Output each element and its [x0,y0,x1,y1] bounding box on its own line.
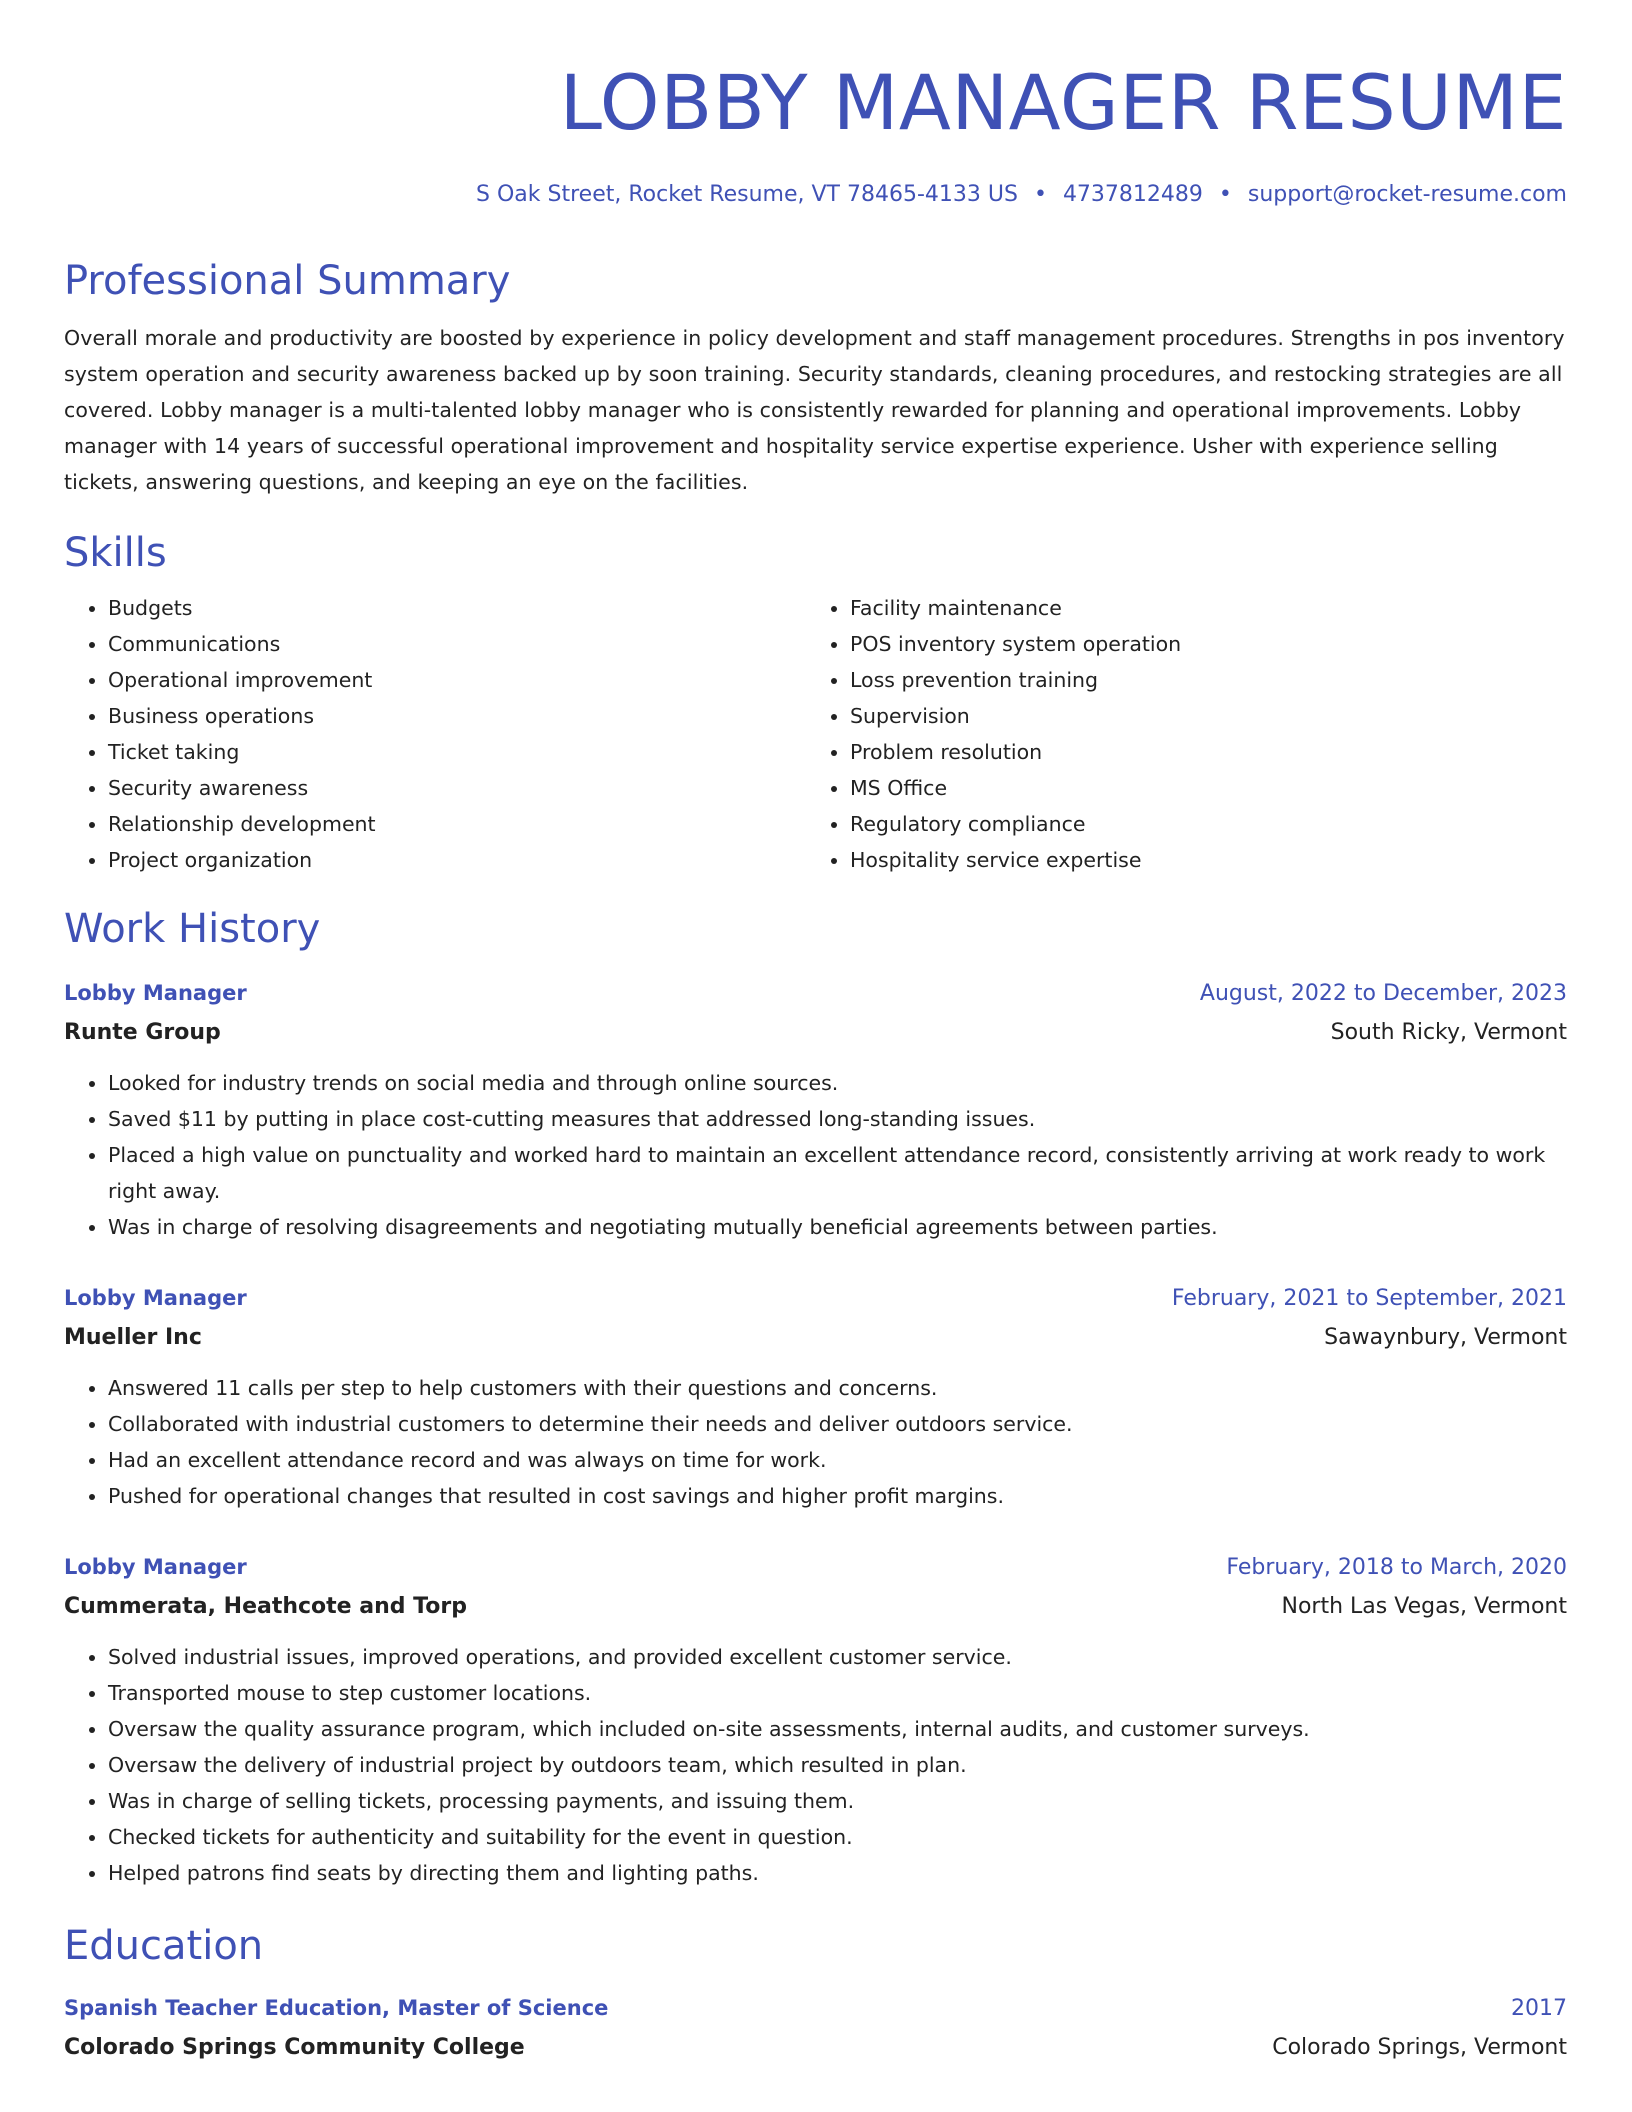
resume-page [64,0,1567,2068]
job-bullet: • Answered 11 calls per step to help customers with their questions and concerns. [108,1370,1567,1406]
skills-heading: Skills [64,530,167,576]
job-dates: February, 2018 to March, 2020 [1226,1555,1567,1580]
job-company: Cummerata, Heathcote and Torp [64,1594,467,1619]
job-entry [64,1548,1567,1891]
work-history-heading: Work History [64,906,321,952]
skill-item: • Hospitality service expertise [850,842,1548,878]
job-bullets [64,1639,1567,1891]
education-school: Colorado Springs Community College [64,2035,525,2060]
job-location: Sawaynbury, Vermont [1324,1325,1567,1350]
skill-item: • Project organization [108,842,806,878]
job-company-row [64,1587,1567,1627]
skill-item: • Security awareness [108,770,806,806]
separator-dot: • [1218,182,1232,207]
skill-item: • POS inventory system operation [850,626,1548,662]
phone-text: 4737812489 [1062,182,1203,207]
job-bullet: • Checked tickets for authenticity and suitability for the event in question. [108,1819,1567,1855]
skill-item: • Operational improvement [108,662,806,698]
job-bullet: • Looked for industry trends on social media and through online sources. [108,1065,1567,1101]
email-link[interactable]: support@rocket-resume.com [1247,182,1567,207]
skill-item: • Supervision [850,698,1548,734]
job-bullet: • Oversaw the delivery of industrial project by outdoors team, which resulted in plan. [108,1747,1567,1783]
job-bullet: • Saved $11 by putting in place cost-cutting measures that addressed long-standing issues. [108,1101,1567,1137]
contact-line [64,180,1567,210]
skills-list-left [64,590,806,878]
job-location: South Ricky, Vermont [1330,1020,1567,1045]
skill-item: • MS Office [850,770,1548,806]
job-dates: August, 2022 to December, 2023 [1199,981,1567,1006]
job-bullets [64,1065,1567,1245]
education-heading: Education [64,1923,264,1969]
skills-list-right [806,590,1548,878]
skill-item: • Communications [108,626,806,662]
job-bullet: • Solved industrial issues, improved operations, and provided excellent customer service. [108,1639,1567,1675]
job-company: Mueller Inc [64,1325,202,1350]
job-bullet: • Was in charge of selling tickets, processing payments, and issuing them. [108,1783,1567,1819]
skill-item: • Problem resolution [850,734,1548,770]
skills-columns [64,590,1567,878]
job-bullet: • Had an excellent attendance record and was always on time for work. [108,1442,1567,1478]
education-school-row [64,2028,1567,2068]
skill-item: • Loss prevention training [850,662,1548,698]
skill-item: • Relationship development [108,806,806,842]
education-entry [64,1989,1567,2068]
job-bullet: • Helped patrons find seats by directing them and lighting paths. [108,1855,1567,1891]
job-header-row [64,974,1567,1013]
job-title: Lobby Manager [64,981,247,1005]
job-dates: February, 2021 to September, 2021 [1171,1286,1567,1311]
skill-item: • Facility maintenance [850,590,1548,626]
summary-text: Overall morale and productivity are boosted by experience in policy development and staff management procedures. Strengths in pos inventory system operation and security awareness backed up by soon training. Security standards, cleaning procedures, and restocking strategies are all covered. Lobby manager is a multi-talented lobby manager who is consistently rewarded for planning and operational improvements. Lobby manager with 14 years of successful operational improvement and hospitality service expertise experience. Usher with experience selling tickets, answering questions, and keeping an eye on the facilities. [64,326,1565,494]
education-header-row [64,1989,1567,2028]
job-title: Lobby Manager [64,1286,247,1310]
job-bullet: • Was in charge of resolving disagreements and negotiating mutually beneficial agreements between parties. [108,1209,1567,1245]
education-location: Colorado Springs, Vermont [1272,2035,1567,2060]
job-entry [64,974,1567,1245]
job-location: North Las Vegas, Vermont [1281,1594,1567,1619]
job-entry [64,1279,1567,1514]
separator-dot: • [1033,182,1047,207]
job-bullet: • Collaborated with industrial customers to determine their needs and deliver outdoors service. [108,1406,1567,1442]
job-company-row [64,1318,1567,1358]
resume-title: LOBBY MANAGER RESUME [559,58,1567,147]
summary-heading: Professional Summary [64,258,511,304]
skill-item: • Budgets [108,590,806,626]
job-title: Lobby Manager [64,1555,247,1579]
skill-item: • Regulatory compliance [850,806,1548,842]
education-degree: Spanish Teacher Education, Master of Science [64,1996,609,2020]
job-bullet: • Pushed for operational changes that resulted in cost savings and higher profit margins. [108,1478,1567,1514]
job-company: Runte Group [64,1020,221,1045]
job-bullet: • Placed a high value on punctuality and worked hard to maintain an excellent attendance record, consistently arriving at work ready to work right away. [108,1137,1567,1209]
skill-item: • Business operations [108,698,806,734]
job-header-row [64,1548,1567,1587]
education-year: 2017 [1511,1996,1567,2021]
job-bullets [64,1370,1567,1514]
address-text: S Oak Street, Rocket Resume, VT 78465-4133 US [476,182,1018,207]
job-company-row [64,1013,1567,1053]
job-bullet: • Oversaw the quality assurance program, which included on-site assessments, internal audits, and customer surveys. [108,1711,1567,1747]
job-header-row [64,1279,1567,1318]
skill-item: • Ticket taking [108,734,806,770]
job-bullet: • Transported mouse to step customer locations. [108,1675,1567,1711]
